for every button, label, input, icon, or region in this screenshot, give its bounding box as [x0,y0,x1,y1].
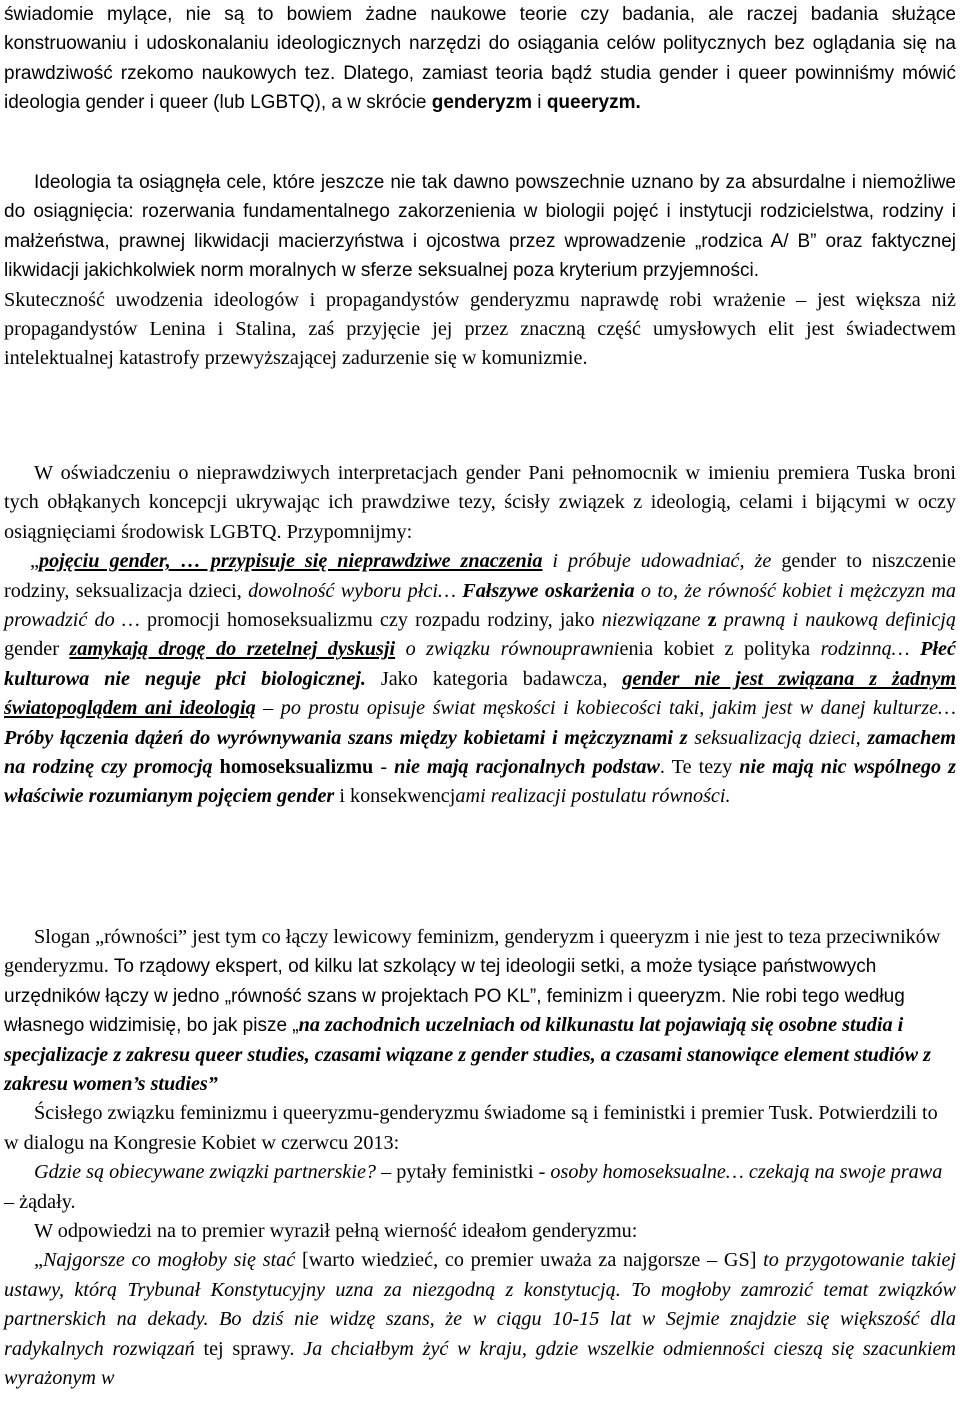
quote-bold: gender nie jest związana z żadnym światopoglądem ani ideologią [4,667,956,720]
quote-mark: „ [30,550,39,573]
quote-text: promocji homoseksualizmu czy rozpadu rodziny, jako [146,609,602,632]
paragraph-slogan [4,923,956,1099]
quote-mark: „ [34,1249,43,1272]
quote-bold: zamykają drogę do rzetelnej dyskusji [69,638,396,661]
quote-bold-1: pojęciu gender, … przypisuje się nieprawdziwe znaczenia [38,550,543,573]
quote-bold: zamachem na rodzinę czy promocją [4,726,956,779]
quote-text: rodzinną… [820,638,921,661]
text-span: tej sprawy. [194,1337,304,1360]
paragraph-tusk: Ścisłego związku feminizmu i queeryzmu-genderyzmu świadome są i feministki i premier Tusk. Potwierdzili to w dialogu na Kongresie Kobiet w czerwcu 2013: [4,1102,938,1154]
text-span: osoby homoseksualne… czekają na swoje prawa [550,1161,943,1184]
quote-bold: Próby łączenia dążeń do wyrównywania szans między kobietami i mężczyznami z [4,726,688,749]
quote-bold: Płeć kulturowa nie neguje płci biologicznej. [4,638,956,690]
text-span: świadomie mylące, nie są to bowiem żadne naukowe teorie czy badania, ale raczej badania służące konstruowaniu i udoskonalaniu ideologicznych narzędzi do osiągania celów politycznych bez oglądania się na prawdziwość rzekomo naukowych tez. Dlatego, zamiast teoria bądź studia gender i queer powinniśmy mówić ideologia gender i queer (lub LGBTQ), a w skrócie [4,4,956,114]
paragraph-effectiveness: Skuteczność uwodzenia ideologów i propagandystów genderyzmu naprawdę robi wrażenie – jest większa niż propagandystów Lenina i Stalina, zaś przyjęcie jej przez znaczną część umysłowych elit jest świadectwem intelektualnej katastrofy przewyższającej zadurzenie się w komunizmie. [4,288,956,370]
quote-bold: z [700,609,724,632]
quote-text: niezwiązane [601,609,701,632]
quote-bold: homoseksualizmu [219,756,374,779]
section-slogan [4,923,956,1394]
quote-text: o to, że równość kobiet i mężczyzn ma prowadzić do … [4,579,956,632]
quote-text: enia kobiet z polityka [619,638,821,661]
text-span: [warto wiedzieć, co premier uważa za najgorsze – GS] [295,1249,764,1272]
paragraph-intro [4,0,956,118]
quote-text: ami realizacji postulatu równości. [455,785,731,808]
quote-queer-studies: na zachodnich uczelniach od kilkunastu lat pojawiają się osobne studia i specjalizacje z zakresu queer studies, czasami wiązane z gender studies, a czasami stanowiące element studiów z zakresu women’s studies” [4,1014,931,1096]
bold-term-queeryzm: queeryzm. [546,92,641,114]
quote-text: . Te tezy [659,756,740,779]
quote-text: – po prostu opisuje świat męskości i kobiecości taki, jakim jest w danej kulturze… [255,697,957,720]
paragraph-genderism-definition [4,0,956,118]
text-span: i [532,92,547,114]
paragraph-ideology-goals [4,168,956,374]
text-span: Gdzie są obiecywane związki partnerskie? [34,1161,377,1184]
text-span: Ja chciałbym żyć w kraju, gdzie wszelkie odmienności cieszą się szacunkiem wyrażonym w [4,1337,956,1390]
quote-bold: nie mają racjonalnych podstaw [394,756,660,779]
text-span: To rządowy ekspert, od kilku lat szkolący w tej ideologii setki, a może tysiące państwowych urzędników łączy w jedno „równość szans w projektach PO KL”, feminizm i queeryzm. [4,956,877,1007]
quote-premier [4,1246,956,1393]
quote-text: i konsekwencj [334,785,456,808]
text-span: Najgorsze co mogłoby się stać [42,1249,296,1272]
paragraph-premier-answer: W odpowiedzi na to premier wyraził pełną wierność ideałom genderyzmu: [34,1220,638,1243]
text-span: – żądały. [4,1190,76,1213]
quote-text: - [373,756,395,779]
paragraph-goals: Ideologia ta osiągnęła cele, które jeszcze nie tak dawno powszechnie uznano by za absurdalne i niemożliwe do osiągnięcia: rozerwania fundamentalnego zakorzenienia w biologii pojęć i instytucji rodzicielstwa, rodziny i małżeństwa, prawnej likwidacji macierzyństwa i ojcostwa przez wprowadzenie „rodzica A/ B” oraz faktycznej likwidacji jakichkolwiek norm moralnych w sferze seksualnej poza kryterium przyjemności. [4,172,956,282]
quote-text: prawną i naukową definicją [723,609,956,632]
quote-bold: Fałszywe oskarżenia [462,579,635,602]
quote-text [213,756,220,778]
quote-text: Jako kategoria badawcza, [365,667,623,690]
quote-text: gender [4,638,70,661]
section-statement [4,459,956,812]
text-span: – pytały feministki - [376,1161,551,1184]
paragraph-statement: W oświadczeniu o nieprawdziwych interpretacjach gender Pani pełnomocnik w imieniu premiera Tuska broni tych obłąkanych koncepcji ukrywając ich prawdziwe tezy, ścisły związek z ideologią, celami i bijącymi w oczy osiągnięciami środowisk LGBTQ. Przypomnijmy: [4,462,956,543]
quote-text: dowolność wyboru płci… [248,579,463,602]
quote-text: gender to niszczenie rodziny, seksualizacja dzieci, [4,550,956,602]
text-span: Nie robi tego według własnego widzimisię, bo jak pisze „ [4,985,905,1037]
quote-text: o związku równouprawni [395,638,620,661]
quote-text: i próbuje udowadniać, że [542,550,782,573]
text-span: Slogan „równości” jest tym co łączy lewicowy feminizm, genderyzm i queeryzm i nie jest to teza przeciwników genderyzmu. [4,926,941,978]
text-span: to przygotowanie takiej ustawy, którą Trybunał Konstytucyjny uzna za niezgodną z konstytucją. To mogłoby zamrozić temat związków partnerskich na dekady. Bo dziś nie widzę szans, że w ciągu 10-15 lat w Sejmie znajdzie się większość dla radykalnych rozwiązań [4,1249,957,1360]
paragraph-feminists-question [4,1158,956,1217]
quote-block [4,547,956,812]
quote-bold: nie mają nic wspólnego z właściwie rozumianym pojęciem gender [4,756,957,808]
bold-term-genderyzm: genderyzm [431,92,533,114]
quote-text: seksualizacją dzieci, [687,726,868,749]
